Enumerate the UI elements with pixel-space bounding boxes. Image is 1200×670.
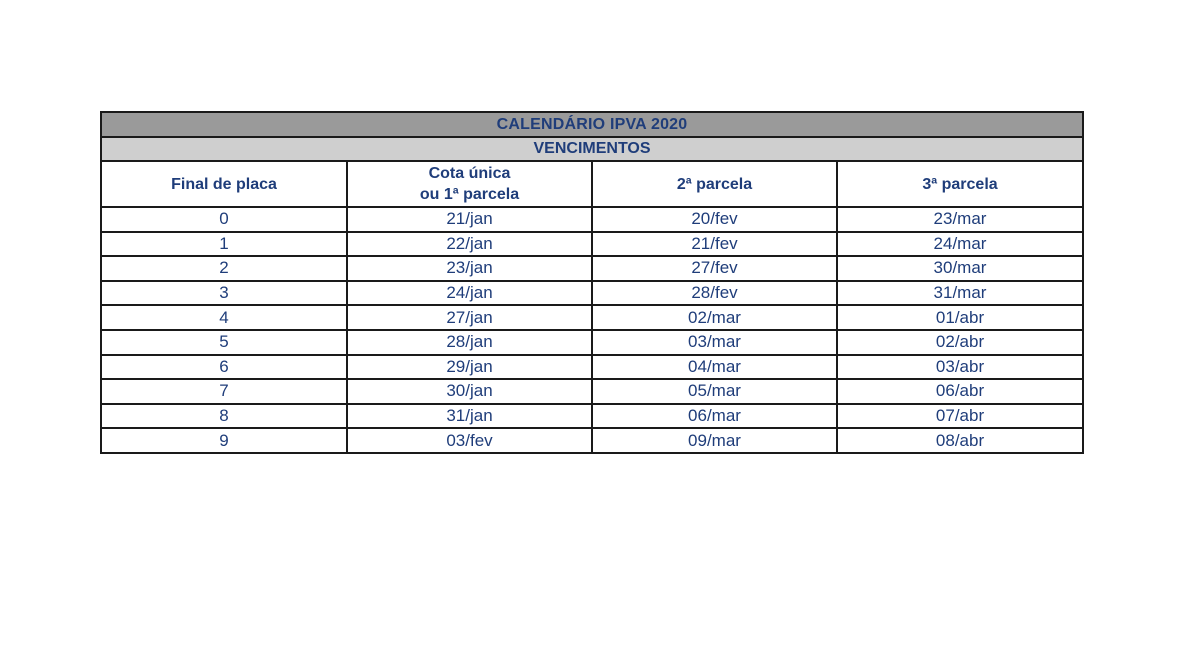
table-row [101,355,1083,380]
cell-2a-parcela: 28/fev [592,281,837,306]
table-body [101,207,1083,453]
table-row [101,428,1083,453]
subtitle-row [101,137,1083,161]
column-header-row [101,161,1083,207]
table-row [101,404,1083,429]
cell-3a-parcela: 24/mar [837,232,1083,257]
title-row [101,112,1083,137]
cell-final-de-placa: 8 [101,404,347,429]
cell-3a-parcela: 02/abr [837,330,1083,355]
cell-3a-parcela: 06/abr [837,379,1083,404]
cell-2a-parcela: 02/mar [592,305,837,330]
cell-cota-unica: 27/jan [347,305,592,330]
cell-3a-parcela: 03/abr [837,355,1083,380]
cell-final-de-placa: 5 [101,330,347,355]
cell-3a-parcela: 23/mar [837,207,1083,232]
table-row [101,207,1083,232]
cell-cota-unica: 30/jan [347,379,592,404]
header-cota-unica-line1: Cota única [428,165,511,182]
cell-cota-unica: 29/jan [347,355,592,380]
cell-final-de-placa: 4 [101,305,347,330]
cell-cota-unica: 31/jan [347,404,592,429]
cell-final-de-placa: 0 [101,207,347,232]
table-subtitle: VENCIMENTOS [101,137,1083,161]
cell-3a-parcela: 08/abr [837,428,1083,453]
cell-final-de-placa: 7 [101,379,347,404]
cell-2a-parcela: 20/fev [592,207,837,232]
cell-2a-parcela: 04/mar [592,355,837,380]
cell-2a-parcela: 06/mar [592,404,837,429]
cell-final-de-placa: 2 [101,256,347,281]
table-row [101,232,1083,257]
table-row [101,281,1083,306]
cell-final-de-placa: 9 [101,428,347,453]
cell-final-de-placa: 6 [101,355,347,380]
cell-cota-unica: 24/jan [347,281,592,306]
cell-3a-parcela: 31/mar [837,281,1083,306]
cell-2a-parcela: 09/mar [592,428,837,453]
cell-final-de-placa: 3 [101,281,347,306]
cell-cota-unica: 23/jan [347,256,592,281]
cell-final-de-placa: 1 [101,232,347,257]
header-final-de-placa: Final de placa [101,161,347,207]
cell-2a-parcela: 03/mar [592,330,837,355]
cell-cota-unica: 22/jan [347,232,592,257]
cell-cota-unica: 28/jan [347,330,592,355]
table-row [101,379,1083,404]
table-row [101,305,1083,330]
cell-2a-parcela: 05/mar [592,379,837,404]
cell-3a-parcela: 07/abr [837,404,1083,429]
header-cota-unica [347,161,592,207]
cell-2a-parcela: 21/fev [592,232,837,257]
cell-cota-unica: 21/jan [347,207,592,232]
table-row [101,330,1083,355]
cell-3a-parcela: 01/abr [837,305,1083,330]
header-cota-unica-line2: ou 1ª parcela [419,186,520,203]
table-row [101,256,1083,281]
ipva-calendar-table [100,111,1084,454]
header-2a-parcela: 2ª parcela [592,161,837,207]
cell-cota-unica: 03/fev [347,428,592,453]
cell-3a-parcela: 30/mar [837,256,1083,281]
table-title: CALENDÁRIO IPVA 2020 [101,112,1083,137]
header-3a-parcela: 3ª parcela [837,161,1083,207]
cell-2a-parcela: 27/fev [592,256,837,281]
